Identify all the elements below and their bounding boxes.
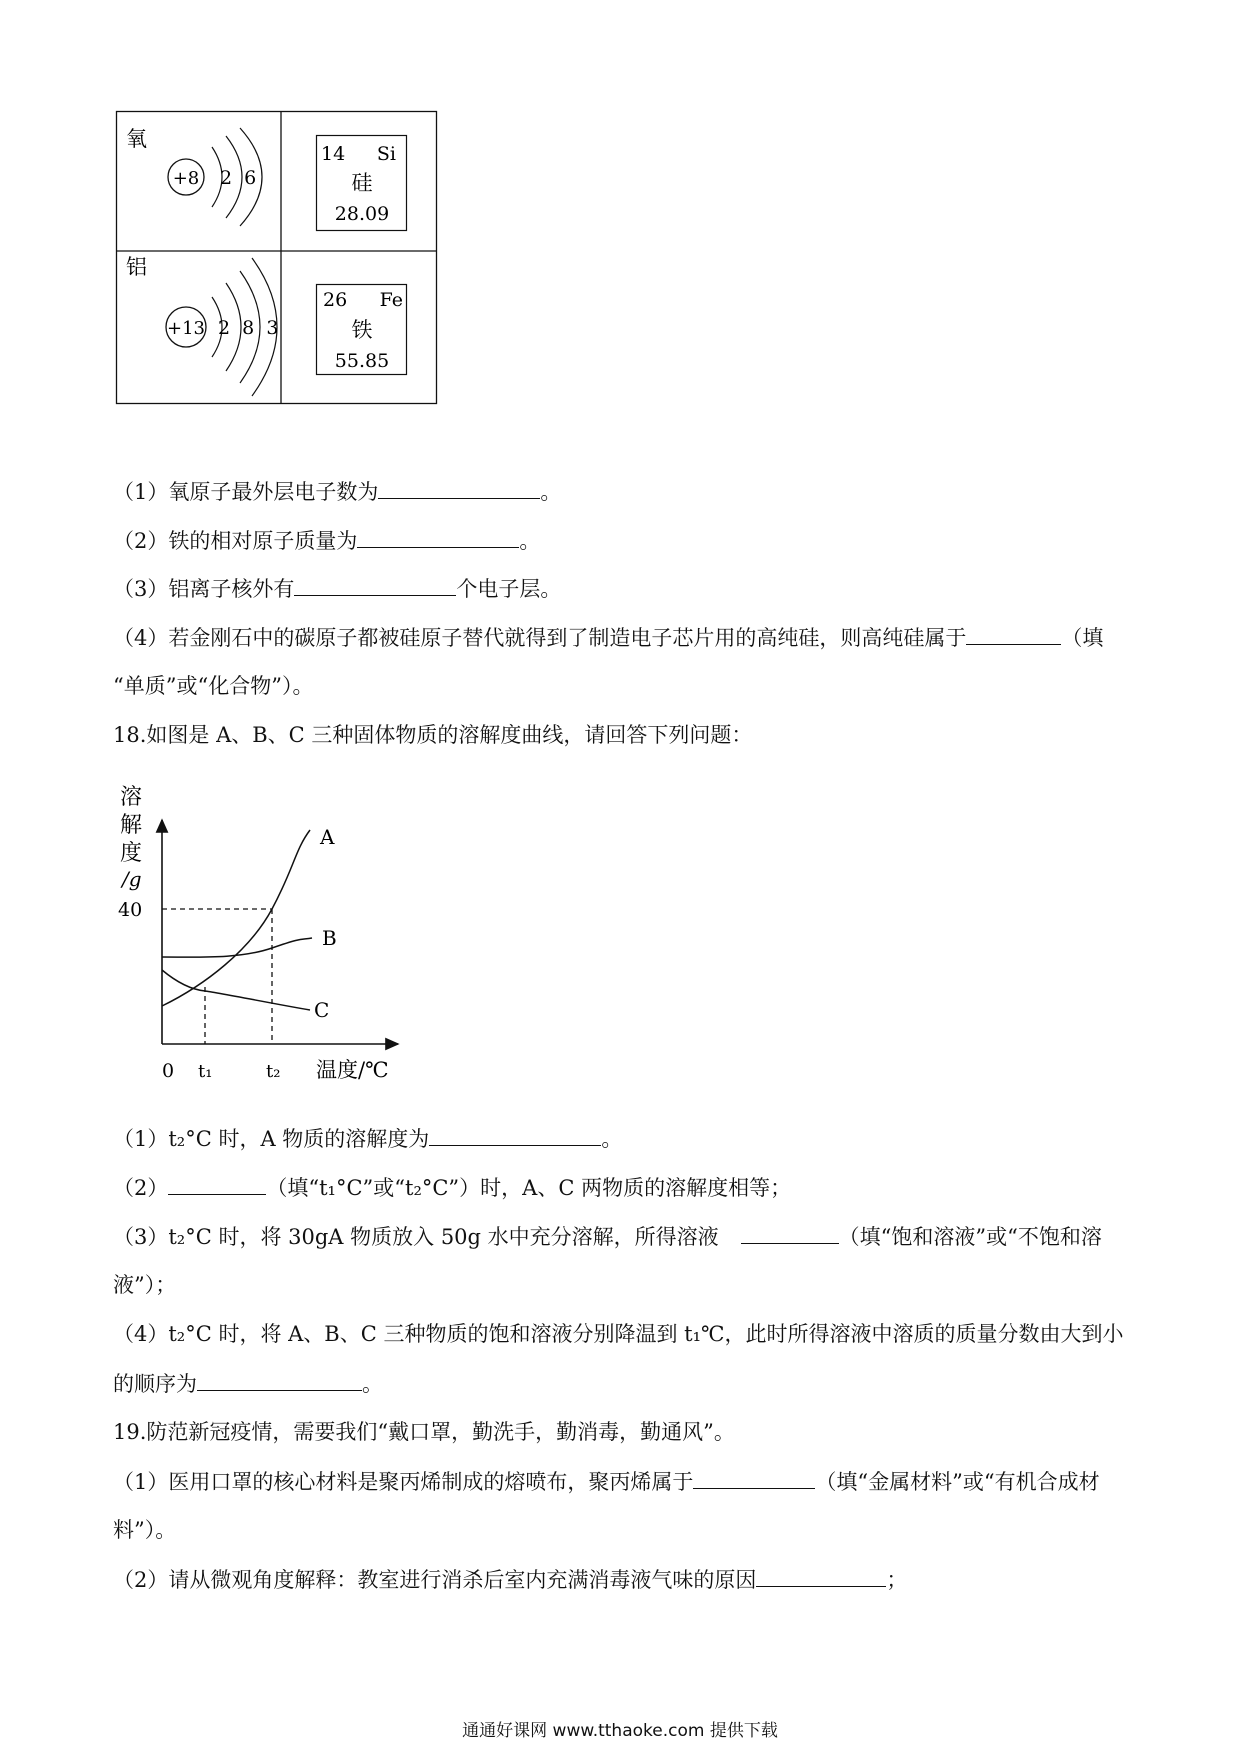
y-tick-40: 40 xyxy=(118,899,143,921)
silicon-name: 硅 xyxy=(351,171,373,195)
y-axis-label-char-2: 解 xyxy=(120,813,143,838)
aluminum-label: 铝 xyxy=(126,255,147,279)
solubility-chart xyxy=(100,780,420,1100)
q18-answer-blank-2[interactable] xyxy=(168,1172,266,1195)
q17-item-4-cont: “单质”或“化合物”）。 xyxy=(113,674,314,698)
q18-item-2: （2） （填“t₁°C”或“t₂°C”）时，A、C 两物质的溶解度相等； xyxy=(113,1172,791,1203)
q17-item-1: （1）氧原子最外层电子数为 。 xyxy=(113,476,561,507)
footer-download-note: 通通好课网 www.tthaoke.com 提供下载 xyxy=(462,1721,778,1741)
silicon-atomic-number: 14 xyxy=(321,143,346,165)
curve-C-label: C xyxy=(314,998,330,1022)
q19-item-1: （1）医用口罩的核心材料是聚丙烯制成的熔喷布，聚丙烯属于 （填“金属材料”或“有机合成材 xyxy=(113,1466,1100,1497)
q18-item-3-cont: 液”）； xyxy=(113,1273,177,1297)
q18-item-4-cont: 的顺序为 。 xyxy=(113,1368,383,1399)
curve-A xyxy=(162,830,310,1006)
y-axis-label-unit: /g xyxy=(122,867,142,891)
oxygen-shell-electrons: 2 6 xyxy=(220,167,257,189)
q17-answer-blank-1[interactable] xyxy=(378,476,540,499)
x-tick-t2: t₂ xyxy=(266,1061,281,1082)
q17-item-4: （4）若金刚石中的碳原子都被硅原子替代就得到了制造电子芯片用的高纯硅，则高纯硅属于 （填 xyxy=(113,622,1103,653)
origin-label: 0 xyxy=(162,1060,175,1082)
y-axis-label-char-1: 溶 xyxy=(120,785,143,810)
q19-item-2: （2）请从微观角度解释：教室进行消杀后室内充满消毒液气味的原因 ； xyxy=(113,1564,907,1595)
q18-item-4: （4）t₂°C 时，将 A、B、C 三种物质的饱和溶液分别降温到 t₁℃，此时所得溶液中溶质的质量分数由大到小 xyxy=(113,1322,1124,1346)
silicon-element-card xyxy=(317,136,407,231)
q18-answer-blank-4[interactable] xyxy=(197,1368,362,1391)
q18-item-1: （1）t₂°C 时，A 物质的溶解度为 。 xyxy=(113,1123,622,1154)
oxygen-atom-diagram xyxy=(126,127,262,226)
curve-A-label: A xyxy=(320,825,335,849)
q18-intro: 18.如图是 A、B、C 三种固体物质的溶解度曲线，请回答下列问题： xyxy=(113,723,753,747)
oxygen-label: 氧 xyxy=(126,127,147,151)
iron-symbol: Fe xyxy=(379,289,403,311)
q18-answer-blank-3[interactable] xyxy=(741,1221,839,1244)
q17-answer-blank-2[interactable] xyxy=(357,525,519,548)
element-table xyxy=(0,0,460,420)
q19-item-1-cont: 料”）。 xyxy=(113,1518,177,1542)
iron-atomic-number: 26 xyxy=(323,289,348,311)
aluminum-shell-electrons: 2 8 3 xyxy=(218,317,279,339)
aluminum-nucleus-charge: +13 xyxy=(167,318,205,339)
q17-item-2: （2）铁的相对原子质量为 。 xyxy=(113,525,540,556)
x-tick-t1: t₁ xyxy=(198,1061,213,1082)
q17-answer-blank-3[interactable] xyxy=(294,573,456,596)
x-axis-label: 温度/℃ xyxy=(316,1058,389,1082)
q17-answer-blank-4[interactable] xyxy=(966,622,1061,645)
q19-answer-blank-2[interactable] xyxy=(756,1564,886,1587)
q17-item-3: （3）铝离子核外有 个电子层。 xyxy=(113,573,561,604)
q18-item-3: （3）t₂°C 时，将 30gA 物质放入 50g 水中充分溶解，所得溶液 （填“饱和溶液”或“不饱和溶 xyxy=(113,1221,1102,1252)
iron-name: 铁 xyxy=(351,318,373,342)
silicon-symbol: Si xyxy=(376,143,396,165)
y-axis-label-char-3: 度 xyxy=(120,841,143,866)
iron-mass: 55.85 xyxy=(334,350,390,372)
oxygen-nucleus-charge: +8 xyxy=(172,168,200,189)
q19-intro: 19.防范新冠疫情，需要我们“戴口罩，勤洗手，勤消毒，勤通风”。 xyxy=(113,1420,735,1444)
aluminum-atom-diagram xyxy=(126,255,278,396)
q19-answer-blank-1[interactable] xyxy=(693,1466,815,1489)
q18-answer-blank-1[interactable] xyxy=(429,1123,601,1146)
silicon-mass: 28.09 xyxy=(334,203,390,225)
curve-C xyxy=(162,970,310,1010)
iron-element-card xyxy=(317,285,407,375)
curve-B-label: B xyxy=(322,926,337,950)
